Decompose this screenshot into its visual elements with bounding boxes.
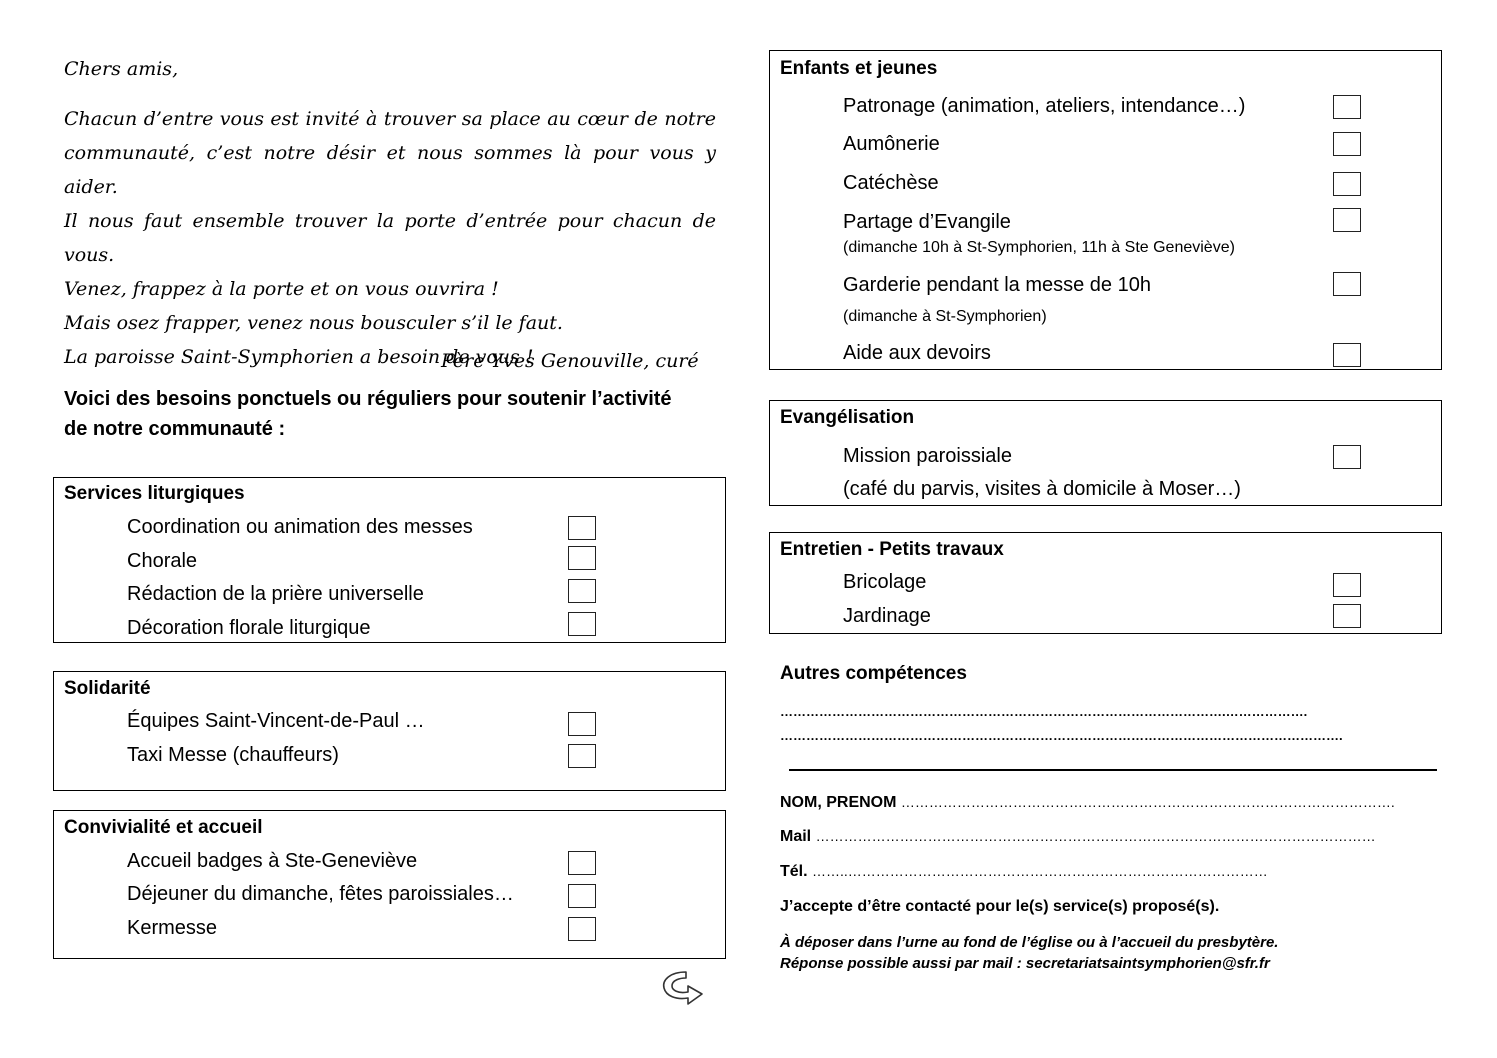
checkbox-decoration[interactable]: [568, 612, 596, 636]
section-evangelisation: [769, 400, 1442, 506]
letter-line: Chacun d’entre vous est invité à trouver sa place au cœur de notre: [64, 108, 716, 130]
checkbox-bricolage[interactable]: [1333, 573, 1361, 597]
intro-heading: [64, 384, 724, 444]
option-sublabel: (dimanche 10h à St-Symphorien, 11h à Ste Geneviève): [843, 239, 1235, 256]
option-label: Patronage (animation, ateliers, intendance…): [843, 95, 1246, 117]
letter-line: communauté, c’est notre désir et nous sommes là pour vous y aider.: [64, 142, 716, 198]
option-label: Décoration florale liturgique: [127, 617, 371, 639]
checkbox-mission[interactable]: [1333, 445, 1361, 469]
option-label: Chorale: [127, 550, 198, 572]
name-dots[interactable]: …………………………………………………………………………………………….: [900, 794, 1395, 810]
checkbox-dejeuner[interactable]: [568, 884, 596, 908]
checkbox-chorale[interactable]: [568, 546, 596, 570]
note-line: À déposer dans l’urne au fond de l’église ou à l’accueil du presbytère.: [780, 934, 1279, 951]
option-label: Équipes Saint-Vincent-de-Paul …: [127, 710, 425, 732]
letter-body: [64, 102, 716, 374]
checkbox-badges[interactable]: [568, 851, 596, 875]
section-welcome: [53, 810, 726, 959]
checkbox-garderie[interactable]: [1333, 272, 1361, 296]
letter-signature: Père Yves Genouville, curé: [441, 350, 699, 372]
section-youth: [769, 50, 1442, 370]
letter-line: Mais osez frapper, venez nous bousculer s’il le faut.: [64, 312, 563, 334]
turn-page-arrow-icon: [660, 968, 706, 1010]
name-field[interactable]: [780, 794, 1395, 812]
section-maintenance: [769, 532, 1442, 634]
option-label: Bricolage: [843, 571, 927, 593]
section-liturgy: [53, 477, 726, 643]
section-title: Entretien - Petits travaux: [780, 539, 1004, 560]
option-label: Accueil badges à Ste-Geneviève: [127, 850, 418, 872]
option-label: Garderie pendant la messe de 10h: [843, 274, 1151, 296]
other-skills-line[interactable]: ………………………………………………………………………………………………………………….: [780, 728, 1343, 743]
consent-text: J’accepte d’être contacté pour le(s) service(s) proposé(s).: [780, 898, 1220, 915]
other-skills-title: Autres compétences: [780, 663, 967, 684]
option-label: Aumônerie: [843, 133, 940, 155]
option-label: Coordination ou animation des messes: [127, 516, 473, 538]
option-label: Partage d’Evangile: [843, 211, 1011, 233]
option-label: Rédaction de la prière universelle: [127, 583, 424, 605]
tel-dots[interactable]: ……..………………………………………………………………………………: [812, 863, 1268, 879]
mail-field[interactable]: [780, 828, 1376, 846]
checkbox-coordination[interactable]: [568, 516, 596, 540]
letter-line: vous.: [64, 244, 115, 266]
section-title: Evangélisation: [780, 407, 915, 428]
checkbox-svp[interactable]: [568, 712, 596, 736]
section-title: Services liturgiques: [64, 483, 245, 504]
drop-note: [780, 932, 1278, 974]
section-title: Enfants et jeunes: [780, 58, 938, 79]
tel-label: Tél.: [780, 863, 808, 880]
checkbox-taxi[interactable]: [568, 744, 596, 768]
option-label: Aide aux devoirs: [843, 342, 991, 364]
checkbox-priere[interactable]: [568, 579, 596, 603]
section-title: Solidarité: [64, 678, 151, 699]
tel-field[interactable]: [780, 863, 1268, 881]
checkbox-catechese[interactable]: [1333, 172, 1361, 196]
other-skills-line[interactable]: ………………………………………………………………………………………….……………….: [780, 704, 1308, 719]
option-label: Catéchèse: [843, 172, 939, 194]
checkbox-kermesse[interactable]: [568, 917, 596, 941]
note-line: Réponse possible aussi par mail : secretariatsaintsymphorien@sfr.fr: [780, 955, 1270, 972]
letter-line: La paroisse Saint-Symphorien a besoin de vous !: [64, 346, 534, 368]
option-sublabel: (café du parvis, visites à domicile à Moser…): [843, 478, 1241, 500]
option-label: Taxi Messe (chauffeurs): [127, 744, 339, 766]
mail-dots[interactable]: …………………………………………………………………………………………………………: [815, 828, 1376, 844]
checkbox-aumonerie[interactable]: [1333, 132, 1361, 156]
option-label: Jardinage: [843, 605, 931, 627]
letter-greeting: Chers amis,: [64, 58, 179, 80]
letter-line: Venez, frappez à la porte et on vous ouvrira !: [64, 278, 499, 300]
checkbox-jardinage[interactable]: [1333, 604, 1361, 628]
option-label: Kermesse: [127, 917, 218, 939]
intro-line: de notre communauté :: [64, 418, 286, 440]
section-title: Convivialité et accueil: [64, 817, 263, 838]
option-label: Mission paroissiale: [843, 445, 1012, 467]
separator-line: [789, 769, 1437, 771]
option-sublabel: (dimanche à St-Symphorien): [843, 308, 1047, 325]
section-solidarity: [53, 671, 726, 791]
mail-label: Mail: [780, 828, 812, 845]
checkbox-evangile[interactable]: [1333, 208, 1361, 232]
letter-line: Il nous faut ensemble trouver la porte d’entrée pour chacun de: [64, 210, 716, 232]
name-label: NOM, PRENOM: [780, 794, 897, 811]
intro-line: Voici des besoins ponctuels ou réguliers pour soutenir l’activité: [64, 388, 672, 410]
checkbox-patronage[interactable]: [1333, 95, 1361, 119]
option-label: Déjeuner du dimanche, fêtes paroissiales…: [127, 883, 514, 905]
checkbox-devoirs[interactable]: [1333, 343, 1361, 367]
